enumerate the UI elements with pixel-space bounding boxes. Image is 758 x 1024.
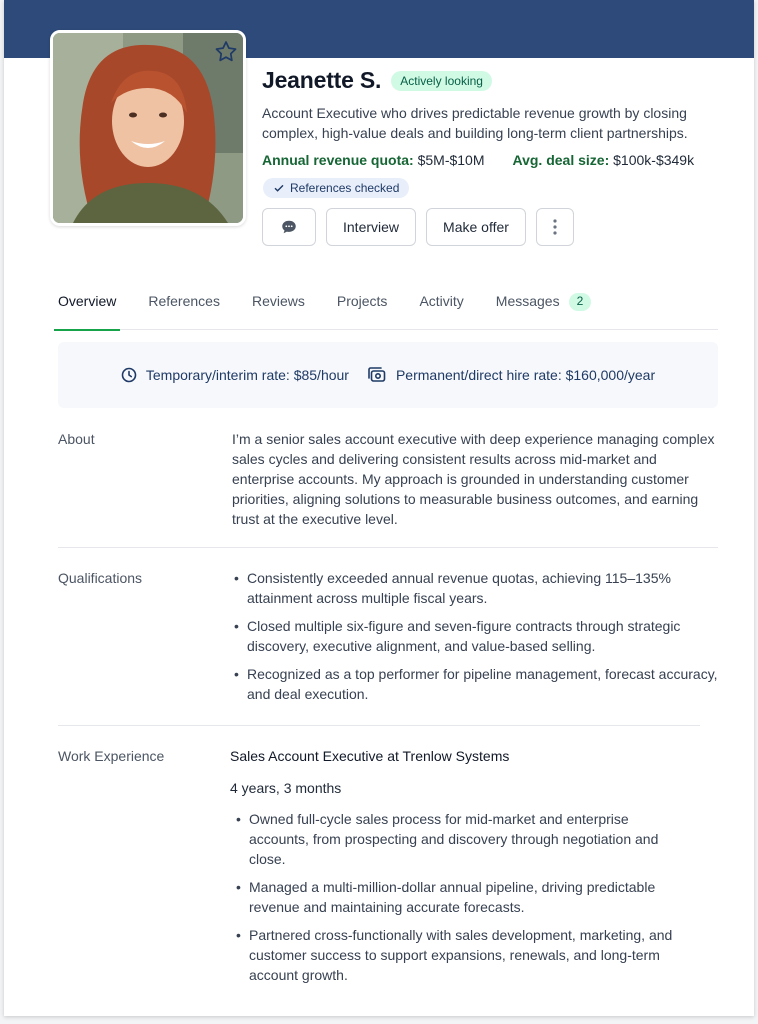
- messages-count-badge: 2: [569, 293, 592, 311]
- tab-projects-label: Projects: [336, 293, 388, 309]
- work-experience-section: [58, 746, 718, 996]
- section-divider: [58, 725, 700, 726]
- tab-reviews-label: Reviews: [251, 293, 305, 309]
- job-duration: 4 years, 3 months: [230, 780, 342, 796]
- tab-messages-label: Messages: [495, 293, 560, 309]
- about-label: About: [58, 431, 95, 447]
- more-options-button[interactable]: [536, 208, 574, 246]
- deal-size-metric: [513, 152, 695, 168]
- list-item: • Recognized as a top performer for pipeline management, forecast accuracy, and deal execution.: [232, 664, 718, 704]
- profile-card: [4, 0, 754, 1016]
- vertical-dots-icon: [553, 219, 557, 235]
- rates-panel: [58, 342, 718, 408]
- chat-bubble-icon: [280, 218, 298, 236]
- job-duties-list: [234, 809, 674, 985]
- interview-button[interactable]: Interview: [326, 208, 416, 246]
- qualifications-list: [232, 568, 718, 712]
- tab-messages[interactable]: [496, 286, 592, 330]
- make-offer-button[interactable]: Make offer: [426, 208, 526, 246]
- metrics-row: [262, 152, 722, 168]
- temporary-rate: [121, 367, 349, 383]
- deal-size-label: Avg. deal size:: [512, 152, 610, 168]
- tab-references[interactable]: [148, 286, 220, 330]
- qualifications-label: Qualifications: [58, 570, 143, 586]
- clock-icon: [121, 367, 137, 383]
- tab-activity-label: Activity: [419, 293, 464, 309]
- permanent-rate: [367, 366, 655, 384]
- profile-tabs: [58, 286, 718, 330]
- action-bar: [262, 208, 584, 246]
- list-item: • Managed a multi-million-dollar annual pipeline, driving predictable revenue and maintaining accurate forecasts.: [234, 877, 674, 917]
- status-badge: Actively looking: [391, 71, 492, 91]
- tab-overview-label: Overview: [58, 293, 117, 309]
- quota-value: $5M-$10M: [417, 152, 485, 168]
- job-title: Sales Account Executive at Trenlow Systems: [230, 748, 510, 764]
- work-experience-label: Work Experience: [58, 748, 165, 764]
- list-item: • Owned full-cycle sales process for mid-market and enterprise accounts, from prospecting and discovery through negotiation and close.: [234, 809, 674, 869]
- temporary-rate-text: Temporary/interim rate: $85/hour: [145, 367, 349, 383]
- tab-reviews[interactable]: [252, 286, 305, 330]
- qualifications-section: [58, 568, 718, 708]
- tab-activity[interactable]: [419, 286, 463, 330]
- references-badge: [263, 178, 409, 198]
- favorite-star-icon[interactable]: [213, 39, 239, 65]
- quota-label: Annual revenue quota:: [262, 152, 414, 168]
- tab-projects[interactable]: [337, 286, 388, 330]
- name-row: [262, 67, 492, 94]
- check-icon: [273, 182, 285, 194]
- about-text: I’m a senior sales account executive with deep experience managing complex sales cycles and delivering consistent results across mid-market and enterprise accounts. My approach is grounded in understanding customer priorities, aligning solutions to measurable business outcomes, and earning trust at the executive level.: [232, 431, 715, 527]
- money-icon: [367, 366, 387, 384]
- candidate-name: Jeanette S.: [262, 67, 382, 93]
- message-button[interactable]: [262, 208, 316, 246]
- references-badge-label: References checked: [290, 181, 400, 195]
- work-experience-body: [230, 746, 716, 993]
- deal-size-value: $100k-$349k: [613, 152, 695, 168]
- about-section: [58, 429, 718, 529]
- list-item: • Partnered cross-functionally with sales development, marketing, and customer success to support expansions, renewals, and long-term account growth.: [234, 925, 674, 985]
- avatar: [50, 30, 246, 226]
- section-divider: [58, 547, 718, 548]
- permanent-rate-text: Permanent/direct hire rate: $160,000/year: [395, 367, 656, 383]
- candidate-headline: Account Executive who drives predictable revenue growth by closing complex, high-value deals and building long-term client partnerships.: [262, 105, 688, 141]
- quota-metric: [262, 152, 485, 168]
- list-item: • Closed multiple six-figure and seven-figure contracts through strategic discovery, executive alignment, and value-based selling.: [232, 616, 718, 656]
- list-item: • Consistently exceeded annual revenue quotas, achieving 115–135% attainment across multiple fiscal years.: [232, 568, 718, 608]
- tab-overview[interactable]: [58, 286, 116, 330]
- tab-references-label: References: [148, 293, 220, 309]
